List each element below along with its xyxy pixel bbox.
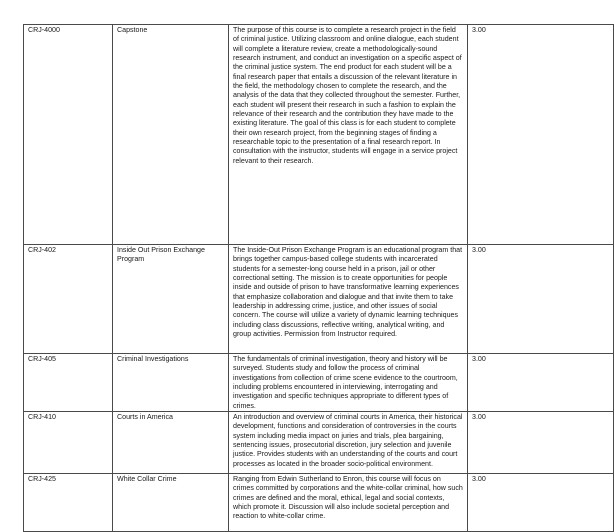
course-code: CRJ-425 xyxy=(24,474,113,532)
course-title: Capstone xyxy=(113,25,229,245)
course-title: Inside Out Prison Exchange Program xyxy=(113,245,229,354)
table-row xyxy=(24,354,614,412)
course-description: The Inside-Out Prison Exchange Program is an educational program that brings together campus-based college students with incarcerated students for a semester-long course held in a prison, jail or other correctional setting. The mission is to create opportunities for people inside and outside of prison to have transformative learning experiences that emphasize collaboration and dialogue and that invite them to take leadership in addressing crime, justice, and other issues of social concern. The course will utilize a variety of dynamic learning techniques including class discussions, reflective writing, analytical writing, and group activities. Permission from Instructor required. xyxy=(229,245,468,354)
course-code: CRJ-402 xyxy=(24,245,113,354)
table-row xyxy=(24,25,614,245)
course-code: CRJ-410 xyxy=(24,412,113,474)
course-description: An introduction and overview of criminal courts in America, their historical development, functions and consideration of controversies in the courts system including media impact on juries and trials, plea bargaining, sentencing issues, prosecutorial discretion, jury selection and juvenile justice. Provides students with an understanding of the courts and court processes as located in the broader socio-political environment. xyxy=(229,412,468,474)
table-row xyxy=(24,245,614,354)
course-credits: 3.00 xyxy=(468,412,614,474)
course-description: The purpose of this course is to complete a research project in the field of criminal justice. Utilizing classroom and online dialogue, each student will complete a literature review, create a methodologically-sound research instrument, and conduct an investigation on a specific aspect of the criminal justice system. The end product for each student will be a final research paper that entails a discussion of the relevant literature in the field, the methodology chosen to complete the research, and the analysis of the data that they collected throughout the semester. Further, each student will present their research in such a fashion to explain the relevance of their research and the contribution they have made to the existing literature. The goal of this class is for each student to complete their own research project, from the beginning stages of finding a researchable topic to the presentation of a final research report. In consultation with the instructor, students will engage in a service project relevant to their research. xyxy=(229,25,468,245)
course-title: Courts in America xyxy=(113,412,229,474)
course-description: The fundamentals of criminal investigation, theory and history will be surveyed. Students study and follow the process of criminal investigations from collection of crime scene evidence to the courtroom, including problems encountered in interviewing, interrogating and investigation and specific techniques appropriate to different types of crimes. xyxy=(229,354,468,412)
course-description: Ranging from Edwin Sutherland to Enron, this course will focus on crimes committed by corporations and the white-collar criminal, how such crimes are defined and the moral, ethical, legal and social contexts, which promote it. Discussion will also include societal perception and reaction to white-collar crime. xyxy=(229,474,468,532)
course-credits: 3.00 xyxy=(468,245,614,354)
course-credits: 3.00 xyxy=(468,354,614,412)
course-title: Criminal Investigations xyxy=(113,354,229,412)
course-credits: 3.00 xyxy=(468,474,614,532)
course-code: CRJ-405 xyxy=(24,354,113,412)
table-row xyxy=(24,474,614,532)
table-row xyxy=(24,412,614,474)
course-code: CRJ-4000 xyxy=(24,25,113,245)
course-credits: 3.00 xyxy=(468,25,614,245)
course-title: White Collar Crime xyxy=(113,474,229,532)
course-table xyxy=(23,24,614,532)
